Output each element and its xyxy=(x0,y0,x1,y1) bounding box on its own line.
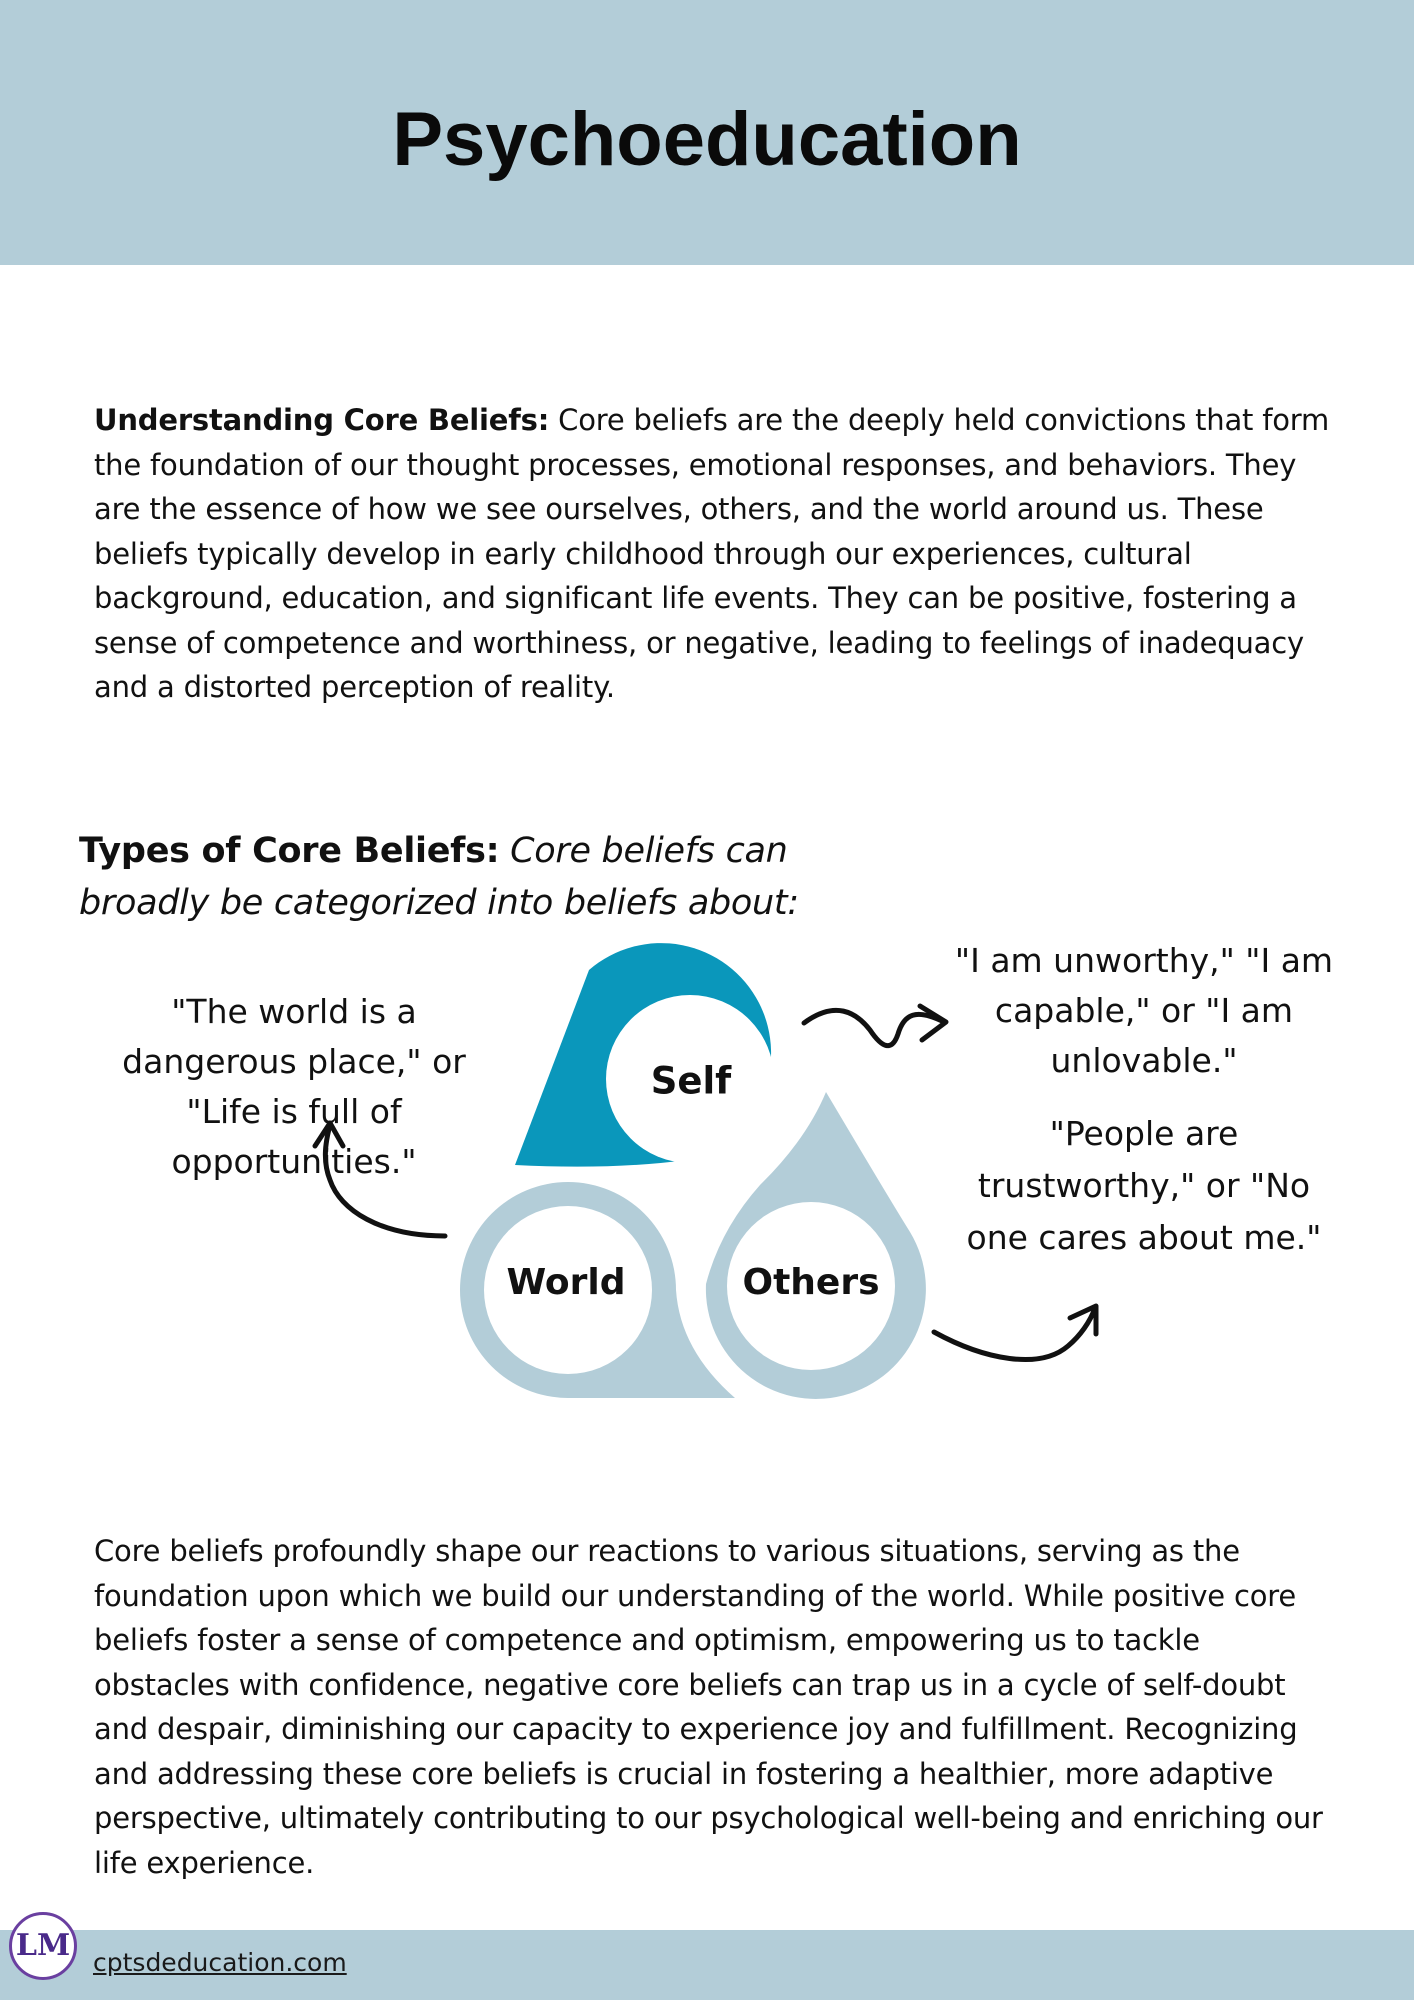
self-label: Self xyxy=(650,1059,732,1103)
self-quote: "I am unworthy," "I am capable," or "I am unlovable." xyxy=(954,941,1334,1080)
website-link[interactable]: cptsdeducation.com xyxy=(93,1948,347,1977)
others-quote: "People are trustworthy," or "No one cares about me." xyxy=(966,1114,1322,1257)
logo-badge: LM xyxy=(9,1912,77,1980)
others-label: Others xyxy=(742,1262,880,1303)
self-arrowhead xyxy=(920,1006,946,1040)
types-body: Core beliefs can broadly be categorized into beliefs about: xyxy=(79,831,799,923)
world-label: World xyxy=(506,1262,626,1303)
intro-lead: Understanding Core Beliefs: xyxy=(94,403,550,437)
world-quote: "The world is a dangerous place," or "Life is full of opportunities." xyxy=(122,992,466,1181)
page-title: Psychoeducation xyxy=(392,97,1022,182)
intro-body: Core beliefs are the deeply held convictions that form the foundation of our thought processes, emotional responses, and behaviors. They are the essence of how we see ourselves, others, and the world around us. These beliefs typically develop in early childhood through our experiences, cultural background, education, and significant life events. They can be positive, fostering a sense of competence and worthiness, or negative, leading to feelings of inadequacy and a distorted perception of reality. xyxy=(94,403,1330,704)
types-lead: Types of Core Beliefs: xyxy=(79,831,500,871)
closing-paragraph: Core beliefs profoundly shape our reactions to various situations, serving as the foundation upon which we build our understanding of the world. While positive core beliefs foster a sense of competence and optimism, empowering us to tackle obstacles with confidence, negative core beliefs can trap us in a cycle of self-doubt and despair, diminishing our capacity to experience joy and fulfillment. Recognizing and addressing these core beliefs is crucial in fostering a healthier, more adaptive perspective, ultimately contributing to our psychological well-being and enriching our life experience. xyxy=(94,1534,1323,1880)
